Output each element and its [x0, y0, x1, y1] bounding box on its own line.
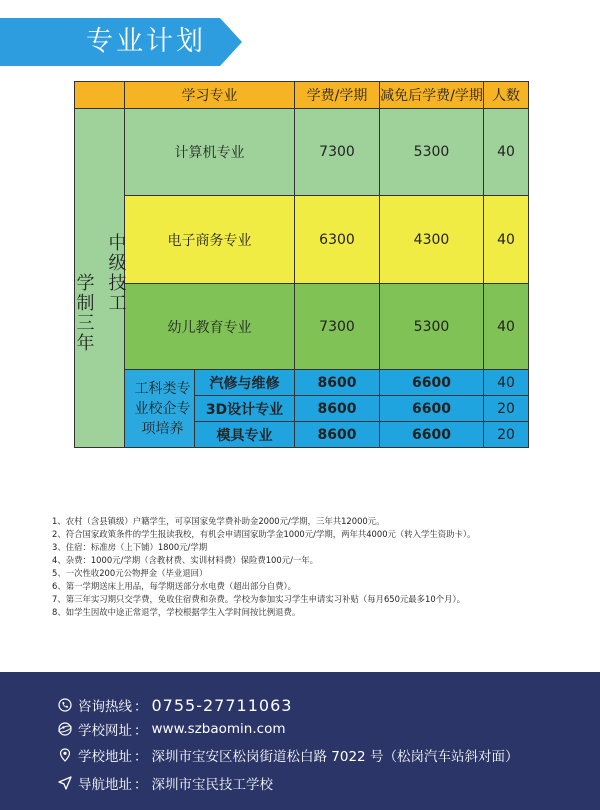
location-pin-icon — [58, 748, 72, 762]
list-item: 8、如学生因故中途正常退学，学校根据学生入学时间按比例退费。 — [52, 607, 301, 617]
fee-notes-list — [52, 515, 572, 619]
major-plan-table — [74, 81, 529, 448]
major-name: 汽修与维修 — [195, 370, 295, 396]
count-value: 40 — [484, 196, 529, 284]
major-name: 计算机专业 — [125, 109, 295, 196]
tuition-value: 8600 — [295, 370, 380, 396]
level-label-1: 中级技工 — [105, 233, 127, 313]
hotline-label: 咨询热线 — [78, 699, 132, 715]
count-value: 20 — [484, 396, 529, 422]
contact-footer — [0, 672, 600, 810]
tuition-value: 8600 — [295, 396, 380, 422]
list-item: 4、杂费：1000元/学期（含教材费、实训材料费）保险费100元/一年。 — [52, 555, 319, 565]
website-row — [58, 718, 285, 740]
list-item: 6、第一学期送床上用品，每学期送部分水电费（超出部分自费）。 — [52, 581, 297, 591]
count-value: 20 — [484, 422, 529, 448]
reduced-value: 6600 — [380, 422, 484, 448]
website-link[interactable]: www.szbaomin.com — [151, 721, 286, 737]
level-cell — [75, 109, 125, 448]
header-reduced: 减免后学费/学期 — [380, 82, 484, 109]
major-name: 3D设计专业 — [195, 396, 295, 422]
separator: ： — [134, 699, 148, 715]
major-name: 幼儿教育专业 — [125, 284, 295, 370]
table-row — [75, 284, 529, 370]
reduced-value: 5300 — [380, 284, 484, 370]
list-item: 2、符合国家政策条件的学生报读我校，有机会申请国家助学金1000元/学期，两年共4000元（转入学生资助卡）。 — [52, 529, 476, 539]
nav-label: 导航地址 — [78, 777, 132, 793]
count-value: 40 — [484, 109, 529, 196]
table-row — [75, 370, 529, 396]
table-row — [75, 109, 529, 196]
globe-icon — [58, 722, 72, 736]
nav-value[interactable]: 深圳市宝民技工学校 — [151, 777, 273, 793]
list-item: 3、住宿：标准房（上下铺）1800元/学期 — [52, 542, 208, 552]
level-label-2: 学制三年 — [73, 273, 95, 353]
header-corner — [75, 82, 125, 109]
separator: ： — [134, 749, 148, 765]
navigation-arrow-icon — [58, 776, 72, 790]
header-count: 人数 — [484, 82, 529, 109]
reduced-value: 6600 — [380, 370, 484, 396]
list-item: 7、第三年实习期只交学费，免收住宿费和杂费。学校为参加实习学生申请实习补贴（每月650元最多10个月）。 — [52, 594, 466, 604]
count-value: 40 — [484, 284, 529, 370]
tuition-value: 8600 — [295, 422, 380, 448]
list-item: 1、农村（含县镇级）户籍学生，可享国家免学费补助金2000元/学期，三年共12000元。 — [52, 516, 385, 526]
special-group-label: 工科类专业校企专项培养 — [125, 370, 195, 448]
separator: ： — [134, 777, 148, 793]
header-major: 学习专业 — [125, 82, 295, 109]
tuition-value: 7300 — [295, 109, 380, 196]
website-label: 学校网址 — [78, 723, 132, 739]
table-header-row — [75, 82, 529, 109]
address-label: 学校地址 — [78, 749, 132, 765]
nav-row — [58, 772, 273, 794]
hotline-value[interactable]: 0755-27711063 — [151, 695, 293, 715]
count-value: 40 — [484, 370, 529, 396]
list-item: 5、一次性收200元公物押金（毕业退回） — [52, 568, 208, 578]
tuition-value: 6300 — [295, 196, 380, 284]
reduced-value: 4300 — [380, 196, 484, 284]
major-name: 电子商务专业 — [125, 196, 295, 284]
tuition-value: 7300 — [295, 284, 380, 370]
table-row — [75, 196, 529, 284]
address-value: 深圳市宝安区松岗街道松白路 7022 号（松岗汽车站斜对面） — [151, 749, 519, 765]
hotline-row — [58, 694, 292, 716]
reduced-value: 6600 — [380, 396, 484, 422]
address-row — [58, 744, 518, 766]
phone-icon — [58, 698, 72, 712]
major-name: 模具专业 — [195, 422, 295, 448]
header-tuition: 学费/学期 — [295, 82, 380, 109]
reduced-value: 5300 — [380, 109, 484, 196]
separator: ： — [134, 723, 148, 739]
page-title: 专业计划 — [86, 26, 206, 57]
